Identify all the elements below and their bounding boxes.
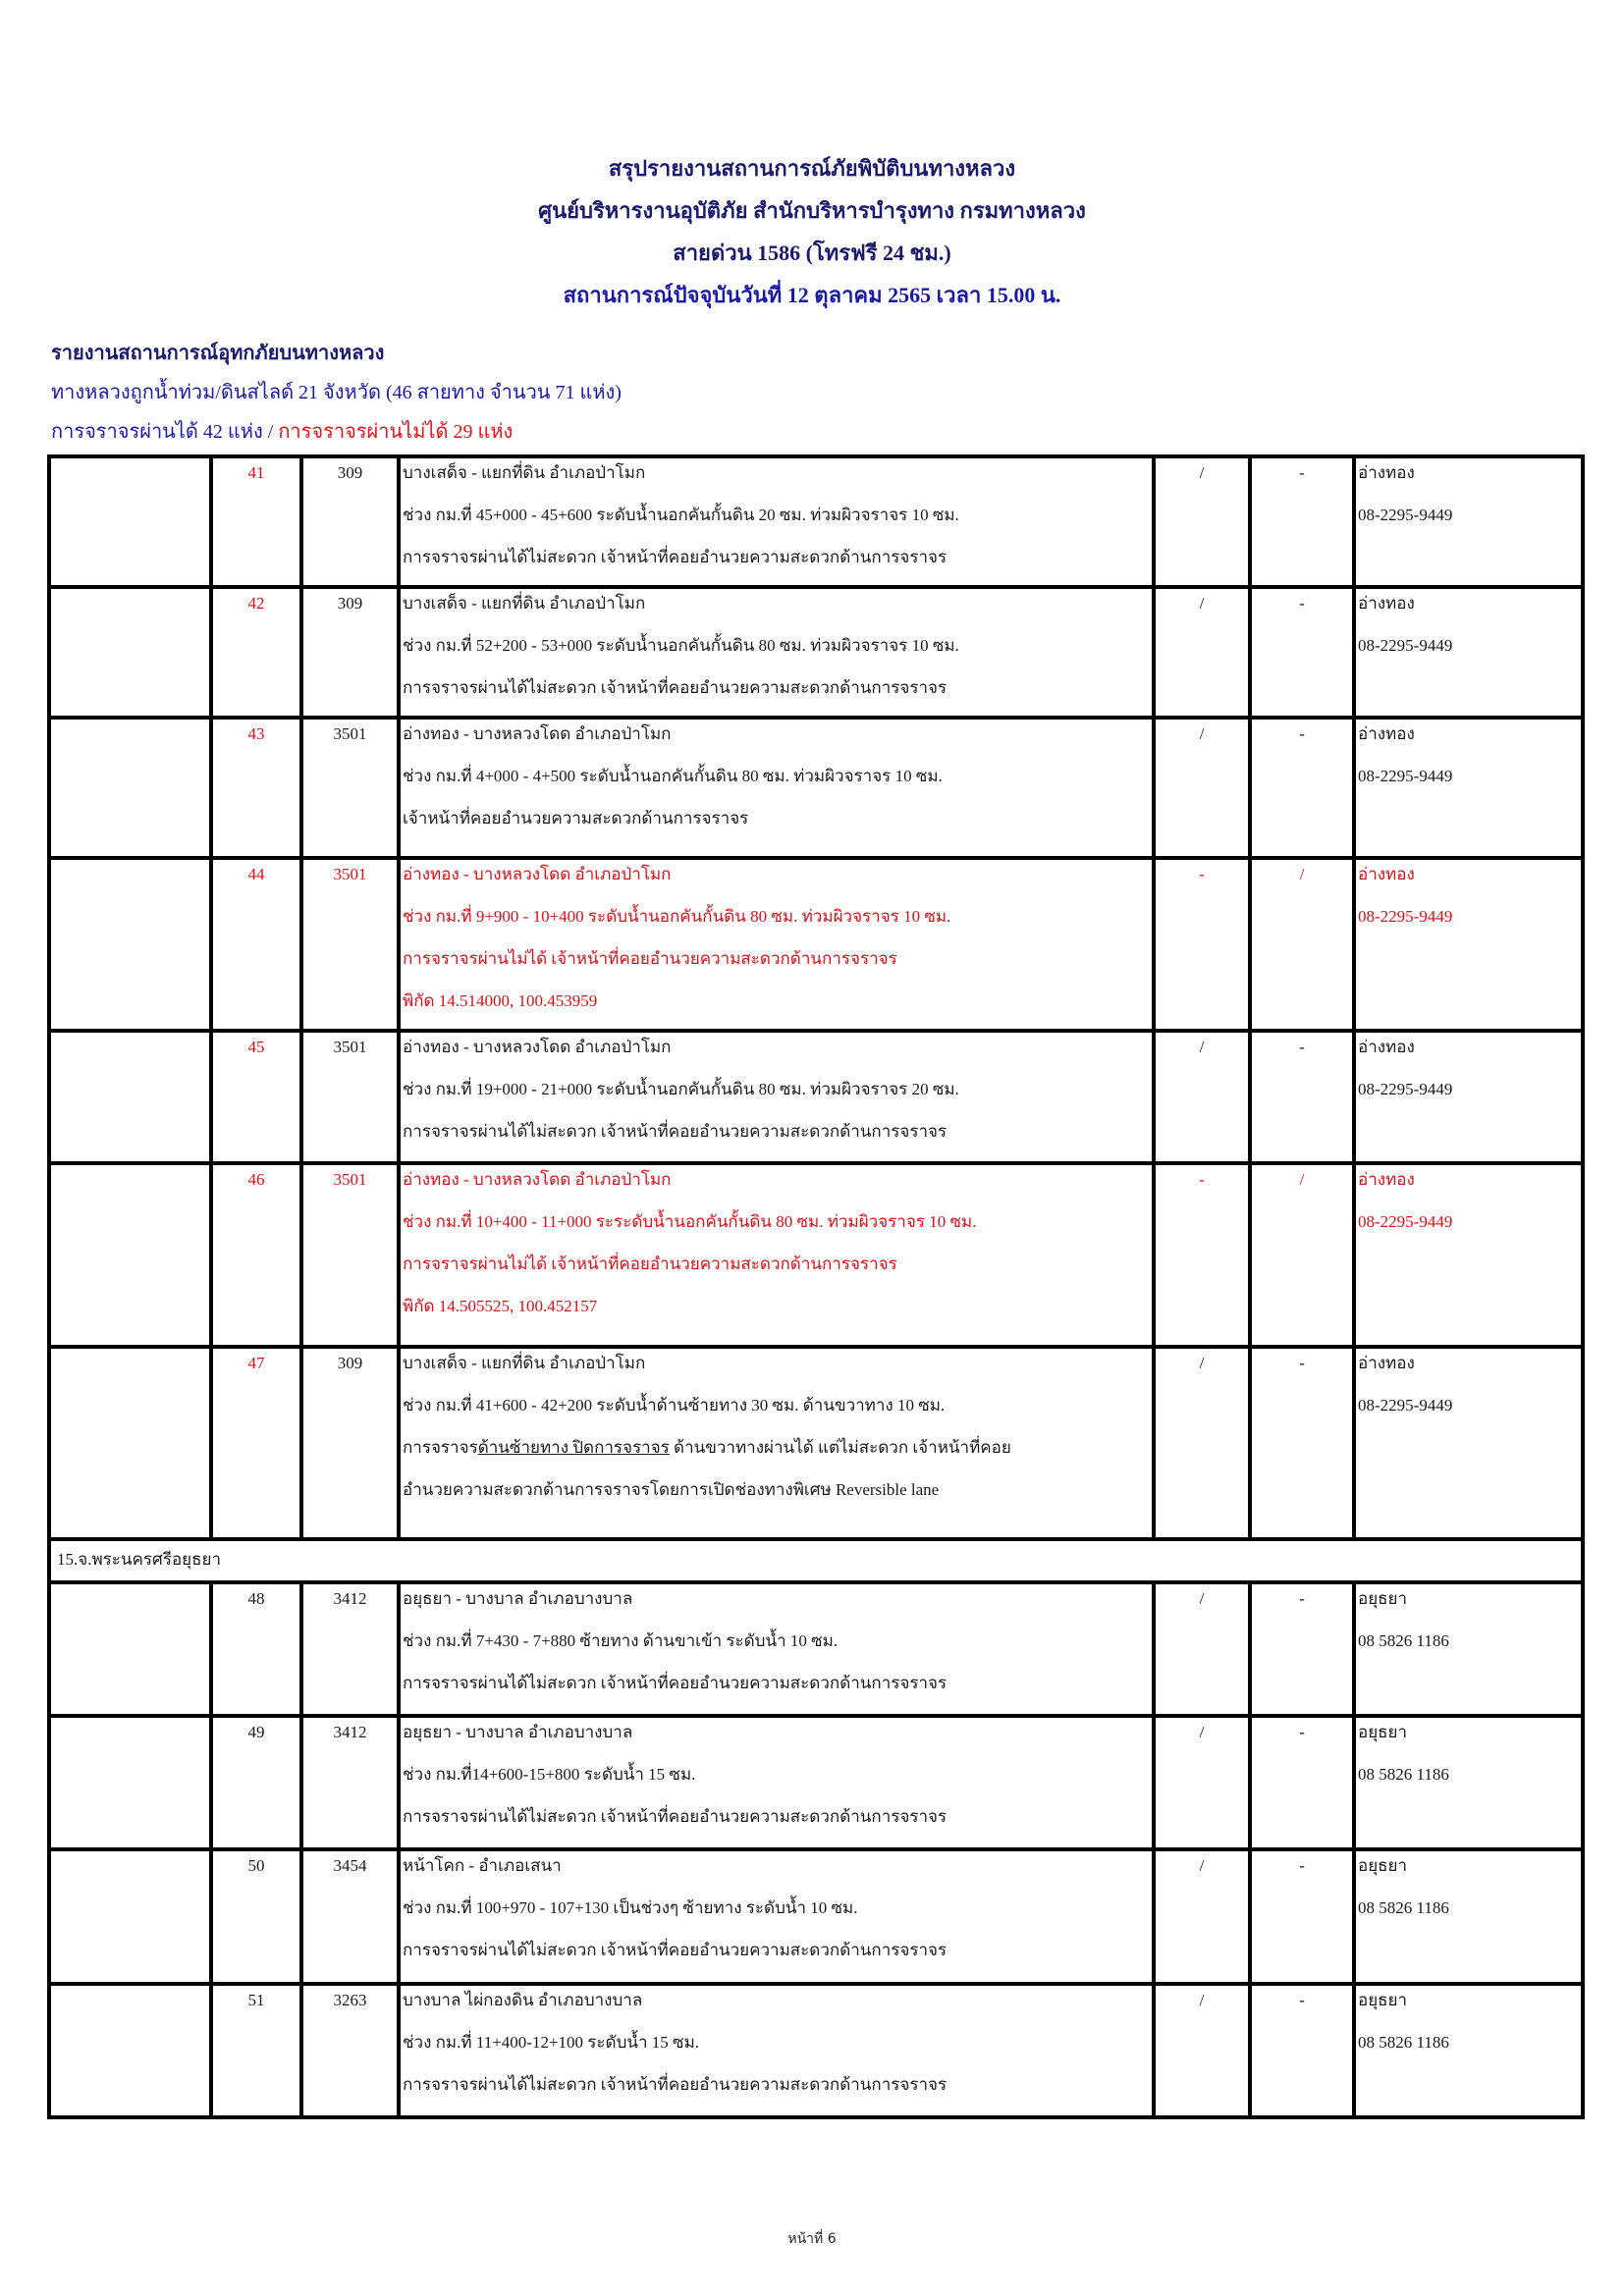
contact-name: อ่างทอง xyxy=(1358,1170,1415,1189)
table-row xyxy=(49,858,1583,1031)
description-line: ช่วง กม.ที่ 45+000 - 45+600 ระดับน้ำนอกคันกั้นดิน 20 ซม. ท่วมผิวจราจร 10 ซม. xyxy=(403,506,959,524)
impassable-mark xyxy=(1250,1582,1354,1716)
summary-heading: รายงานสถานการณ์อุทกภัยบนทางหลวง xyxy=(51,343,385,364)
table-row xyxy=(49,1347,1583,1539)
description-line: หน้าโคก - อำเภอเสนา xyxy=(403,1856,562,1875)
impassable-mark xyxy=(1250,587,1354,718)
impassable-mark xyxy=(1250,1716,1354,1849)
description-line: การจราจรผ่านได้ไม่สะดวก เจ้าหน้าที่คอยอำนวยความสะดวกด้านการจราจร xyxy=(403,1674,947,1692)
blank-cell xyxy=(49,456,211,587)
route-number xyxy=(301,718,399,858)
description-line: อำนวยความสะดวกด้านการจราจรโดยการเปิดช่องทางพิเศษ Reversible lane xyxy=(403,1480,940,1499)
route-number xyxy=(301,1347,399,1539)
route-number-text: 309 xyxy=(337,463,363,482)
contact-phone: 08-2295-9449 xyxy=(1358,636,1453,655)
impassable-count: การจราจรผ่านไม่ได้ 29 แห่ง xyxy=(278,421,514,443)
contact-name: อยุธยา xyxy=(1358,1856,1408,1875)
description-cell xyxy=(399,1984,1154,2117)
report-title: สรุปรายงานสถานการณ์ภัยพิบัติบนทางหลวง xyxy=(608,156,1016,181)
description-line: ช่วง กม.ที่ 41+600 - 42+200 ระดับน้ำด้านซ้ายทาง 30 ซม. ด้านขวาทาง 10 ซม. xyxy=(403,1396,946,1415)
description-line: บางบาล ไผ่กองดิน อำเภอบางบาล xyxy=(403,1991,643,2009)
description-cell xyxy=(399,1582,1154,1716)
blank-cell xyxy=(49,858,211,1031)
description-line: ช่วง กม.ที่ 19+000 - 21+000 ระดับน้ำนอกคันกั้นดิน 80 ซม. ท่วมผิวจราจร 20 ซม. xyxy=(403,1080,959,1098)
route-number xyxy=(301,858,399,1031)
row-number xyxy=(211,1849,301,1984)
description-line: การจราจรผ่านได้ไม่สะดวก เจ้าหน้าที่คอยอำนวยความสะดวกด้านการจราจร xyxy=(403,1807,947,1826)
contact-cell xyxy=(1354,1163,1583,1347)
blank-cell xyxy=(49,1031,211,1163)
description-cell xyxy=(399,587,1154,718)
table-row xyxy=(49,718,1583,858)
impassable-mark xyxy=(1250,1849,1354,1984)
passable-mark-text: / xyxy=(1199,1038,1205,1056)
blank-cell xyxy=(49,587,211,718)
passable-mark-text: / xyxy=(1199,1991,1205,2009)
impassable-mark-text: - xyxy=(1299,463,1305,482)
description-line: ช่วง กม.ที่ 10+400 - 11+000 ระระดับน้ำนอกคันกั้นดิน 80 ซม. ท่วมผิวจราจร 10 ซม. xyxy=(403,1212,977,1231)
blank-cell xyxy=(49,1163,211,1347)
table-group-angthong xyxy=(49,456,1583,1347)
route-number-text: 3412 xyxy=(333,1723,367,1741)
report-table xyxy=(47,454,1585,2119)
route-number xyxy=(301,456,399,587)
impassable-mark-text: / xyxy=(1299,865,1305,883)
report-header xyxy=(0,147,1624,316)
impassable-mark-text: - xyxy=(1299,1038,1305,1056)
description-line: ช่วง กม.ที่ 4+000 - 4+500 ระดับน้ำนอกคันกั้นดิน 80 ซม. ท่วมผิวจราจร 10 ซม. xyxy=(403,767,943,785)
route-number-text: 309 xyxy=(337,1354,363,1372)
contact-cell xyxy=(1354,1849,1583,1984)
impassable-mark-text: - xyxy=(1299,724,1305,743)
passable-mark-text: / xyxy=(1199,1589,1205,1608)
description-line: พิกัด 14.514000, 100.453959 xyxy=(403,991,598,1010)
description-cell xyxy=(399,1716,1154,1849)
impassable-mark-text: / xyxy=(1299,1170,1305,1189)
description-line: การจราจรผ่านได้ไม่สะดวก เจ้าหน้าที่คอยอำนวยความสะดวกด้านการจราจร xyxy=(403,678,947,697)
row-number-text: 47 xyxy=(247,1354,265,1372)
row-number xyxy=(211,1582,301,1716)
row-number xyxy=(211,587,301,718)
table-row xyxy=(49,1716,1583,1849)
summary-block xyxy=(51,334,622,452)
description-line: ช่วง กม.ที่ 7+430 - 7+880 ซ้ายทาง ด้านขาเข้า ระดับน้ำ 10 ซม. xyxy=(403,1631,839,1650)
passable-mark-text: / xyxy=(1199,1723,1205,1741)
description-cell xyxy=(399,456,1154,587)
description-line: การจราจรผ่านได้ไม่สะดวก เจ้าหน้าที่คอยอำนวยความสะดวกด้านการจราจร xyxy=(403,1122,947,1141)
table-row xyxy=(49,456,1583,587)
contact-name: อ่างทอง xyxy=(1358,724,1415,743)
row-number xyxy=(211,1347,301,1539)
description-line: พิกัด 14.505525, 100.452157 xyxy=(403,1297,598,1315)
contact-name: อ่างทอง xyxy=(1358,1038,1415,1056)
blank-cell xyxy=(49,1984,211,2117)
description-line: ช่วง กม.ที่ 11+400-12+100 ระดับน้ำ 15 ซม. xyxy=(403,2033,700,2052)
contact-cell xyxy=(1354,1031,1583,1163)
row-number xyxy=(211,718,301,858)
province-name: 15.จ.พระนครศรีอยุธยา xyxy=(49,1539,1583,1582)
table-row xyxy=(49,1849,1583,1984)
row-number xyxy=(211,858,301,1031)
row-number-text: 44 xyxy=(247,865,265,883)
contact-phone: 08 5826 1186 xyxy=(1358,1765,1449,1784)
impassable-mark xyxy=(1250,718,1354,858)
contact-phone: 08-2295-9449 xyxy=(1358,907,1453,926)
summary-separator: / xyxy=(267,421,279,443)
passable-mark xyxy=(1154,1716,1250,1849)
table-row xyxy=(49,1984,1583,2117)
row-number-text: 45 xyxy=(247,1038,265,1056)
contact-cell xyxy=(1354,1347,1583,1539)
contact-phone: 08-2295-9449 xyxy=(1358,767,1453,785)
contact-phone: 08-2295-9449 xyxy=(1358,506,1453,524)
description-text: การจราจร xyxy=(403,1438,478,1457)
contact-cell xyxy=(1354,1582,1583,1716)
passable-mark-text: / xyxy=(1199,1354,1205,1372)
route-number-text: 309 xyxy=(337,594,363,613)
description-line: อ่างทอง - บางหลวงโดด อำเภอป่าโมก xyxy=(403,724,672,743)
contact-phone: 08-2295-9449 xyxy=(1358,1396,1453,1415)
contact-phone: 08-2295-9449 xyxy=(1358,1080,1453,1098)
route-number-text: 3501 xyxy=(333,865,367,883)
passable-mark xyxy=(1154,1163,1250,1347)
contact-phone: 08-2295-9449 xyxy=(1358,1212,1453,1231)
description-line: ช่วง กม.ที่ 9+900 - 10+400 ระดับน้ำนอกคันกั้นดิน 80 ซม. ท่วมผิวจราจร 10 ซม. xyxy=(403,907,951,926)
route-number-text: 3501 xyxy=(333,1038,367,1056)
row-number xyxy=(211,1163,301,1347)
row-number-text: 48 xyxy=(247,1589,265,1608)
route-number xyxy=(301,1163,399,1347)
contact-cell xyxy=(1354,456,1583,587)
contact-name: อ่างทอง xyxy=(1358,865,1415,883)
table-row xyxy=(49,587,1583,718)
route-number-text: 3501 xyxy=(333,724,367,743)
passable-mark xyxy=(1154,456,1250,587)
row-number xyxy=(211,456,301,587)
description-line: ช่วง กม.ที่ 100+970 - 107+130 เป็นช่วงๆ ซ้ายทาง ระดับน้ำ 10 ซม. xyxy=(403,1898,858,1917)
passable-mark-text: - xyxy=(1199,865,1205,883)
route-number xyxy=(301,1582,399,1716)
blank-cell xyxy=(49,1347,211,1539)
impassable-mark-text: - xyxy=(1299,1991,1305,2009)
passable-mark xyxy=(1154,1849,1250,1984)
status-date: สถานการณ์ปัจจุบันวันที่ 12 ตุลาคม 2565 เวลา 15.00 น. xyxy=(563,283,1061,307)
contact-name: อยุธยา xyxy=(1358,1723,1408,1741)
row-number xyxy=(211,1716,301,1849)
impassable-mark-text: - xyxy=(1299,1589,1305,1608)
description-line: การจราจรผ่านได้ไม่สะดวก เจ้าหน้าที่คอยอำนวยความสะดวกด้านการจราจร xyxy=(403,548,947,566)
description-line: บางเสด็จ - แยกที่ดิน อำเภอป่าโมก xyxy=(403,1354,646,1372)
contact-cell xyxy=(1354,587,1583,718)
passable-mark-text: - xyxy=(1199,1170,1205,1189)
passable-mark-text: / xyxy=(1199,724,1205,743)
passable-mark xyxy=(1154,1582,1250,1716)
row-number-text: 49 xyxy=(247,1723,265,1741)
passable-count: การจราจรผ่านได้ 42 แห่ง xyxy=(51,421,268,443)
passable-mark xyxy=(1154,858,1250,1031)
description-line: อ่างทอง - บางหลวงโดด อำเภอป่าโมก xyxy=(403,1170,672,1189)
passable-mark xyxy=(1154,1984,1250,2117)
passable-mark xyxy=(1154,1031,1250,1163)
province-header-row xyxy=(49,1539,1583,1582)
table-row xyxy=(49,1582,1583,1716)
contact-name: อ่างทอง xyxy=(1358,594,1415,613)
description-cell xyxy=(399,858,1154,1031)
description-line: ช่วง กม.ที่ 52+200 - 53+000 ระดับน้ำนอกคันกั้นดิน 80 ซม. ท่วมผิวจราจร 10 ซม. xyxy=(403,636,959,655)
description-line: อยุธยา - บางบาล อำเภอบางบาล xyxy=(403,1589,633,1608)
passable-mark-text: / xyxy=(1199,594,1205,613)
description-line: การจราจรผ่านไม่ได้ เจ้าหน้าที่คอยอำนวยความสะดวกด้านการจราจร xyxy=(403,1255,897,1273)
description-cell xyxy=(399,1163,1154,1347)
traffic-summary xyxy=(51,412,622,452)
description-cell xyxy=(399,1347,1154,1539)
route-number xyxy=(301,1716,399,1849)
contact-name: อ่างทอง xyxy=(1358,463,1415,482)
description-line: เจ้าหน้าที่คอยอำนวยความสะดวกด้านการจราจร xyxy=(403,809,749,828)
description-line: อ่างทอง - บางหลวงโดด อำเภอป่าโมก xyxy=(403,1038,672,1056)
contact-name: อยุธยา xyxy=(1358,1991,1408,2009)
description-line xyxy=(403,1433,1152,1475)
table-row-47-group xyxy=(49,1347,1583,1582)
route-number xyxy=(301,1849,399,1984)
impassable-mark xyxy=(1250,1347,1354,1539)
table-group-ayutthaya xyxy=(49,1582,1583,2117)
impassable-mark xyxy=(1250,858,1354,1031)
row-number-text: 50 xyxy=(247,1856,265,1875)
blank-cell xyxy=(49,718,211,858)
organization-name: ศูนย์บริหารงานอุบัติภัย สำนักบริหารบำรุงทาง กรมทางหลวง xyxy=(538,198,1086,223)
blank-cell xyxy=(49,1849,211,1984)
row-number xyxy=(211,1031,301,1163)
impassable-mark xyxy=(1250,1984,1354,2117)
description-line: การจราจรผ่านได้ไม่สะดวก เจ้าหน้าที่คอยอำนวยความสะดวกด้านการจราจร xyxy=(403,2075,947,2094)
route-number xyxy=(301,1984,399,2117)
closure-note: ด้านซ้ายทาง ปิดการจราจร xyxy=(477,1438,670,1457)
table-row xyxy=(49,1163,1583,1347)
blank-cell xyxy=(49,1716,211,1849)
passable-mark-text: / xyxy=(1199,1856,1205,1875)
route-number-text: 3263 xyxy=(333,1991,367,2009)
affected-summary: ทางหลวงถูกน้ำท่วม/ดินสไลด์ 21 จังหวัด (46 สายทาง จำนวน 71 แห่ง) xyxy=(51,382,622,403)
row-number-text: 41 xyxy=(247,463,265,482)
impassable-mark-text: - xyxy=(1299,1856,1305,1875)
route-number-text: 3412 xyxy=(333,1589,367,1608)
passable-mark xyxy=(1154,587,1250,718)
contact-cell xyxy=(1354,1984,1583,2117)
passable-mark-text: / xyxy=(1199,463,1205,482)
description-cell xyxy=(399,1849,1154,1984)
description-cell xyxy=(399,718,1154,858)
contact-cell xyxy=(1354,718,1583,858)
route-number-text: 3501 xyxy=(333,1170,367,1189)
row-number-text: 42 xyxy=(247,594,265,613)
table-row xyxy=(49,1031,1583,1163)
description-line: บางเสด็จ - แยกที่ดิน อำเภอป่าโมก xyxy=(403,463,646,482)
contact-name: อ่างทอง xyxy=(1358,1354,1415,1372)
row-number-text: 51 xyxy=(247,1991,265,2009)
impassable-mark-text: - xyxy=(1299,594,1305,613)
row-number-text: 46 xyxy=(247,1170,265,1189)
route-number-text: 3454 xyxy=(333,1856,367,1875)
page-number: หน้าที่ 6 xyxy=(787,2231,837,2247)
hotline: สายด่วน 1586 (โทรฟรี 24 ชม.) xyxy=(673,240,951,265)
contact-phone: 08 5826 1186 xyxy=(1358,2033,1449,2052)
impassable-mark xyxy=(1250,456,1354,587)
description-line: ช่วง กม.ที่14+600-15+800 ระดับน้ำ 15 ซม. xyxy=(403,1765,696,1784)
contact-cell xyxy=(1354,858,1583,1031)
description-line: อยุธยา - บางบาล อำเภอบางบาล xyxy=(403,1723,633,1741)
impassable-mark-text: - xyxy=(1299,1723,1305,1741)
route-number xyxy=(301,587,399,718)
row-number-text: 43 xyxy=(247,724,265,743)
impassable-mark-text: - xyxy=(1299,1354,1305,1372)
description-line: บางเสด็จ - แยกที่ดิน อำเภอป่าโมก xyxy=(403,594,646,613)
contact-phone: 08 5826 1186 xyxy=(1358,1898,1449,1917)
passable-mark xyxy=(1154,1347,1250,1539)
route-number xyxy=(301,1031,399,1163)
contact-cell xyxy=(1354,1716,1583,1849)
description-cell xyxy=(399,1031,1154,1163)
description-line: การจราจรผ่านไม่ได้ เจ้าหน้าที่คอยอำนวยความสะดวกด้านการจราจร xyxy=(403,949,897,968)
impassable-mark xyxy=(1250,1163,1354,1347)
description-text: ด้านขวาทางผ่านได้ แต่ไม่สะดวก เจ้าหน้าที่คอย xyxy=(669,1438,1011,1457)
row-number xyxy=(211,1984,301,2117)
blank-cell xyxy=(49,1582,211,1716)
impassable-mark xyxy=(1250,1031,1354,1163)
description-line: อ่างทอง - บางหลวงโดด อำเภอป่าโมก xyxy=(403,865,672,883)
contact-phone: 08 5826 1186 xyxy=(1358,1631,1449,1650)
passable-mark xyxy=(1154,718,1250,858)
contact-name: อยุธยา xyxy=(1358,1589,1408,1608)
description-line: การจราจรผ่านได้ไม่สะดวก เจ้าหน้าที่คอยอำนวยความสะดวกด้านการจราจร xyxy=(403,1941,947,1959)
